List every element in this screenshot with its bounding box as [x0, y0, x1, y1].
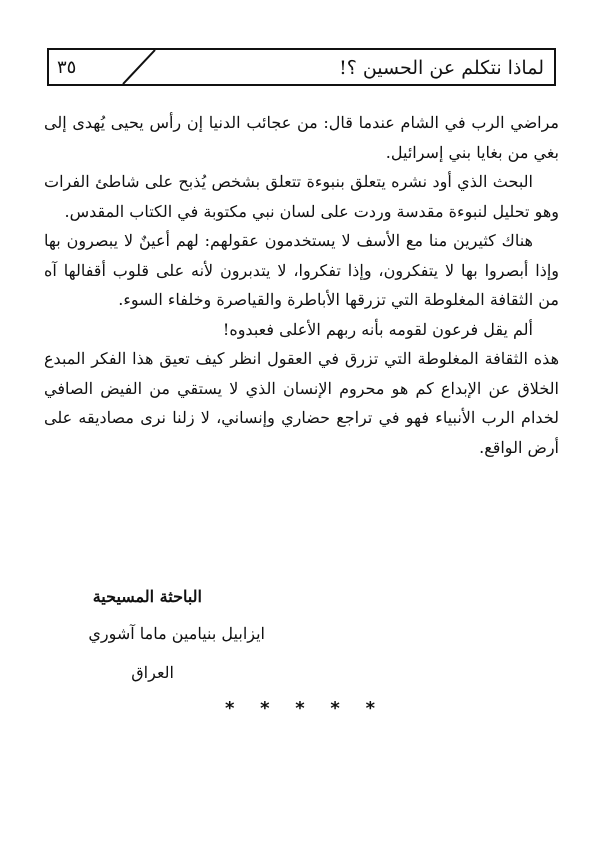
paragraph: ألم يقل فرعون لقومه بأنه ربهم الأعلى فعبدوه! [222, 319, 533, 339]
chapter-title: لماذا نتكلم عن الحسين ؟! [339, 57, 544, 79]
asterisk: * [225, 698, 235, 719]
asterisk: * [365, 698, 375, 719]
section-separator [225, 698, 375, 719]
running-header [47, 48, 556, 86]
paragraph: هذه الثقافة المغلوطة التي تزرق في العقول انظر كيف تعيق هذا الفكر المبدع الخلاق عن الإبداع كم هو محروم الإنسان الذي لا يستقي من الفيض الصافي لخدام الرب الأنبياء فهو في تراجع حضاري وإنساني، لا زلنا نرى مصاديقه على أرض الواقع. [44, 349, 559, 457]
asterisk: * [260, 698, 270, 719]
header-divider-slash [119, 50, 159, 84]
paragraph: مراضي الرب في الشام عندما قال: من عجائب الدنيا إن رأس يحيى يُهدى إلى بغي من بغايا بني إسرائيل. [44, 113, 559, 162]
signature-place: العراق [131, 663, 174, 682]
page-number: ٣٥ [57, 57, 77, 78]
asterisk: * [295, 698, 305, 719]
signature-name: ايزابيل بنيامين ماما آشوري [88, 624, 265, 643]
asterisk: * [330, 698, 340, 719]
body-text [44, 108, 559, 462]
paragraph: هناك كثيرين منا مع الأسف لا يستخدمون عقولهم: لهم أعينٌ لا يبصرون بها وإذا أبصروا بها لا يتفكرون، وإذا تفكروا، لا يتدبرون لأنه على قلوب أقفالها آه من الثقافة المغلوطة التي تزرقها الأباطرة والقياصرة وخلفاء السوء. [44, 231, 559, 309]
paragraph: البحث الذي أود نشره يتعلق بنبوءة تتعلق بشخص يُذبح على شاطئ الفرات وهو تحليل لنبوءة مقدسة وردت على لسان نبي مكتوبة في الكتاب المقدس. [44, 172, 559, 221]
signature-title: الباحثة المسيحية [92, 587, 202, 606]
